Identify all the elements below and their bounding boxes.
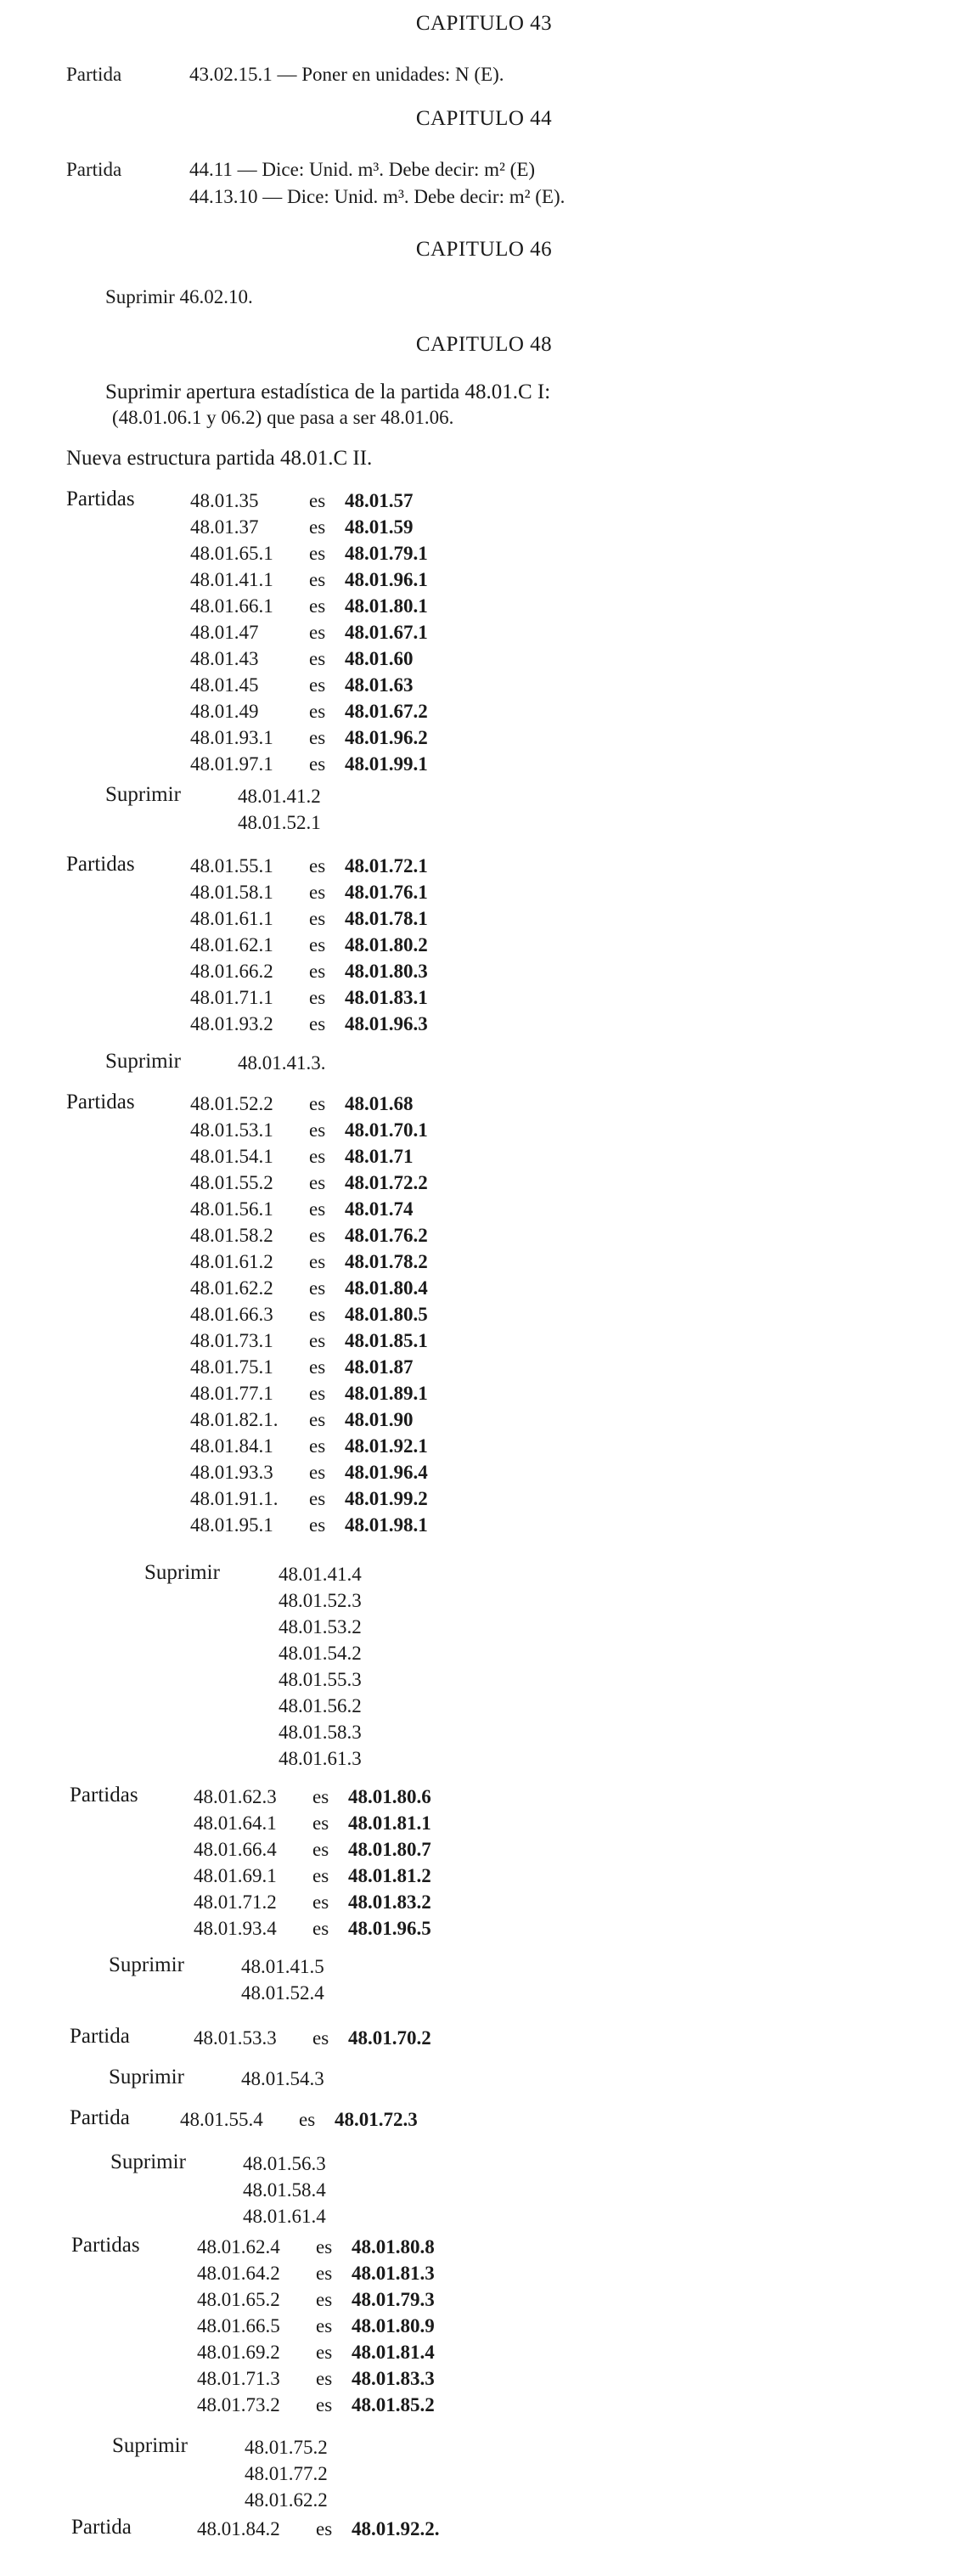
- es-word: es: [309, 1225, 326, 1246]
- new-code: 48.01.72.2: [345, 1172, 428, 1193]
- es-word: es: [309, 1093, 326, 1114]
- old-code: 48.01.58.1: [190, 882, 273, 903]
- mapping-row: [190, 593, 428, 619]
- old-code: 48.01.62.4: [197, 2236, 280, 2258]
- mapping-row: [190, 932, 428, 958]
- suppressed-code: 48.01.53.2: [279, 1616, 362, 1637]
- suppressed-code: 48.01.55.3: [279, 1669, 362, 1690]
- es-word: es: [309, 648, 326, 669]
- old-code: 48.01.66.1: [190, 595, 273, 617]
- mapping-row: [197, 2234, 435, 2260]
- mapping-row: [190, 853, 428, 879]
- mapping-row: [190, 645, 428, 672]
- es-word: es: [309, 882, 326, 903]
- partida-label: Partida: [71, 2516, 132, 2539]
- partidas-label: Partidas: [70, 1784, 138, 1807]
- mapping-row: [190, 724, 428, 751]
- es-word: es: [309, 595, 326, 617]
- old-code: 48.01.93.2: [190, 1013, 273, 1034]
- partidas-group-5: [197, 2234, 435, 2418]
- suppressed-code: 48.01.75.2: [245, 2437, 328, 2458]
- mapping-row: [197, 2260, 435, 2286]
- chapter-46-text: Suprimir 46.02.10.: [105, 286, 253, 307]
- new-code: 48.01.99.1: [345, 753, 428, 775]
- partidas-label: Partidas: [66, 1091, 135, 1113]
- es-word: es: [309, 1330, 326, 1351]
- chapter-44-title: CAPITULO 44: [415, 107, 553, 130]
- old-code: 48.01.49: [190, 701, 259, 722]
- old-code: 48.01.93.3: [190, 1462, 273, 1483]
- old-code: 48.01.93.4: [194, 1918, 277, 1939]
- old-code: 48.01.77.1: [190, 1383, 273, 1404]
- new-code: 48.01.83.3: [352, 2368, 435, 2389]
- es-word: es: [309, 987, 326, 1008]
- mapping-row: [190, 1170, 428, 1196]
- old-code: 48.01.97.1: [190, 753, 273, 775]
- old-code: 48.01.53.3: [194, 2027, 277, 2049]
- partidas-group-2: [190, 853, 428, 1037]
- new-code: 48.01.96.5: [348, 1918, 431, 1939]
- old-code: 48.01.95.1: [190, 1514, 273, 1536]
- suppressed-code: 48.01.41.3.: [238, 1052, 326, 1074]
- old-code: 48.01.56.1: [190, 1198, 273, 1220]
- new-code: 48.01.71: [345, 1146, 414, 1167]
- mapping-row: [194, 1784, 431, 1810]
- es-word: es: [309, 701, 326, 722]
- new-code: 48.01.96.4: [345, 1462, 428, 1483]
- new-code: 48.01.80.4: [345, 1277, 428, 1299]
- suprimir-list-3: [279, 1561, 362, 1772]
- es-word: es: [309, 1251, 326, 1272]
- mapping-row: [190, 1433, 428, 1459]
- es-word: es: [309, 1514, 326, 1536]
- mapping-row: [194, 1889, 431, 1915]
- mapping-row: [190, 1485, 428, 1512]
- new-code: 48.01.83.1: [345, 987, 428, 1008]
- es-word: es: [312, 1891, 329, 1913]
- mapping-row: [194, 1836, 431, 1863]
- suppressed-code: 48.01.61.3: [279, 1748, 362, 1769]
- mapping-row: [190, 1354, 428, 1380]
- mapping-row: [190, 514, 428, 540]
- new-code: 48.01.76.2: [345, 1225, 428, 1246]
- es-word: es: [309, 1198, 326, 1220]
- old-code: 48.01.71.1: [190, 987, 273, 1008]
- es-word: es: [309, 1172, 326, 1193]
- mapping-row: [190, 1301, 428, 1327]
- es-word: es: [312, 1839, 329, 1860]
- old-code: 48.01.64.1: [194, 1812, 277, 1834]
- chapter-44-line-2: 44.13.10 — Dice: Unid. m³. Debe decir: m² (E).: [189, 186, 566, 207]
- old-code: 48.01.65.2: [197, 2289, 280, 2310]
- new-code: 48.01.74: [345, 1198, 414, 1220]
- old-code: 48.01.69.1: [194, 1865, 277, 1886]
- old-code: 48.01.43: [190, 648, 259, 669]
- mapping-row: [190, 751, 428, 777]
- new-code: 48.01.70.2: [348, 2027, 431, 2049]
- chapter-43-title: CAPITULO 43: [415, 12, 553, 35]
- chapter-43-entry: [66, 63, 504, 87]
- new-code: 48.01.96.3: [345, 1013, 428, 1034]
- chapter-48-title: CAPITULO 48: [415, 333, 553, 356]
- suppressed-code: 48.01.62.2: [245, 2489, 328, 2511]
- old-code: 48.01.82.1.: [190, 1409, 279, 1430]
- suppressed-code: 48.01.56.3: [243, 2153, 326, 2174]
- old-code: 48.01.55.2: [190, 1172, 273, 1193]
- chapter-44-line-1: 44.11 — Dice: Unid. m³. Debe decir: m² (E): [189, 159, 536, 180]
- partida-single-1: [194, 2025, 431, 2051]
- old-code: 48.01.69.2: [197, 2342, 280, 2363]
- old-code: 48.01.84.2: [197, 2518, 280, 2539]
- mapping-row: [190, 1327, 428, 1354]
- new-code: 48.01.80.2: [345, 934, 428, 955]
- new-code: 48.01.67.2: [345, 701, 428, 722]
- es-word: es: [316, 2368, 333, 2389]
- partidas-group-4: [194, 1784, 431, 1942]
- old-code: 48.01.93.1: [190, 727, 273, 748]
- es-word: es: [309, 490, 326, 511]
- es-word: es: [312, 1918, 329, 1939]
- new-code: 48.01.98.1: [345, 1514, 428, 1536]
- es-word: es: [316, 2342, 333, 2363]
- es-word: es: [309, 1304, 326, 1325]
- new-code: 48.01.67.1: [345, 622, 428, 643]
- new-code: 48.01.92.1: [345, 1435, 428, 1457]
- es-word: es: [309, 855, 326, 877]
- es-word: es: [309, 753, 326, 775]
- es-word: es: [309, 1409, 326, 1430]
- es-word: es: [309, 1383, 326, 1404]
- es-word: es: [309, 516, 326, 538]
- es-word: es: [309, 543, 326, 564]
- suprimir-list-1: [238, 783, 321, 836]
- old-code: 48.01.45: [190, 674, 259, 696]
- es-word: es: [316, 2263, 333, 2284]
- old-code: 48.01.62.1: [190, 934, 273, 955]
- mapping-row: [190, 1143, 428, 1170]
- new-code: 48.01.85.1: [345, 1330, 428, 1351]
- new-code: 48.01.80.5: [345, 1304, 428, 1325]
- new-code: 48.01.59: [345, 516, 414, 538]
- es-word: es: [312, 1812, 329, 1834]
- partidas-label: Partidas: [71, 2234, 140, 2257]
- mapping-row: [190, 984, 428, 1011]
- suppressed-code: 48.01.54.2: [279, 1643, 362, 1664]
- es-word: es: [312, 1786, 329, 1807]
- new-code: 48.01.72.1: [345, 855, 428, 877]
- new-code: 48.01.90: [345, 1409, 414, 1430]
- mapping-row: [190, 958, 428, 984]
- mapping-row: [194, 1915, 431, 1942]
- mapping-row: [197, 2286, 435, 2313]
- mapping-row: [194, 2025, 431, 2051]
- old-code: 48.01.73.1: [190, 1330, 273, 1351]
- partidas-group-3: [190, 1091, 428, 1538]
- mapping-row: [180, 2106, 418, 2133]
- old-code: 48.01.66.4: [194, 1839, 277, 1860]
- partidas-label: Partidas: [66, 488, 135, 510]
- suprimir-label: Suprimir: [112, 2434, 188, 2457]
- partida-single-2: [180, 2106, 418, 2133]
- old-code: 48.01.58.2: [190, 1225, 273, 1246]
- suppressed-code: 48.01.41.4: [279, 1564, 362, 1585]
- suprimir-list-4: [241, 1953, 324, 2006]
- new-code: 48.01.85.2: [352, 2394, 435, 2415]
- mapping-row: [190, 488, 428, 514]
- new-code: 48.01.80.7: [348, 1839, 431, 1860]
- new-code: 48.01.81.4: [352, 2342, 435, 2363]
- suprimir-list-2: [238, 1050, 326, 1076]
- mapping-row: [197, 2516, 440, 2542]
- old-code: 48.01.54.1: [190, 1146, 273, 1167]
- suprimir-label: Suprimir: [144, 1561, 220, 1584]
- mapping-row: [190, 1249, 428, 1275]
- mapping-row: [190, 672, 428, 698]
- es-word: es: [309, 908, 326, 929]
- old-code: 48.01.71.3: [197, 2368, 280, 2389]
- es-word: es: [309, 727, 326, 748]
- new-code: 48.01.80.1: [345, 595, 428, 617]
- new-code: 48.01.70.1: [345, 1119, 428, 1141]
- mapping-row: [194, 1863, 431, 1889]
- es-word: es: [309, 934, 326, 955]
- new-code: 48.01.81.3: [352, 2263, 435, 2284]
- mapping-row: [190, 1196, 428, 1222]
- new-code: 48.01.96.2: [345, 727, 428, 748]
- mapping-row: [190, 698, 428, 724]
- old-code: 48.01.53.1: [190, 1119, 273, 1141]
- mapping-row: [190, 540, 428, 566]
- mapping-row: [190, 1117, 428, 1143]
- partida-label: Partida: [66, 64, 122, 85]
- new-code: 48.01.81.2: [348, 1865, 431, 1886]
- suprimir-list-5: [241, 2066, 324, 2092]
- new-code: 48.01.57: [345, 490, 414, 511]
- new-code: 48.01.76.1: [345, 882, 428, 903]
- mapping-row: [190, 1275, 428, 1301]
- es-word: es: [312, 1865, 329, 1886]
- partida-label: Partida: [70, 2025, 130, 2048]
- old-code: 48.01.65.1: [190, 543, 273, 564]
- new-code: 48.01.87: [345, 1356, 414, 1378]
- new-code: 48.01.68: [345, 1093, 414, 1114]
- new-code: 48.01.80.9: [352, 2315, 435, 2336]
- new-code: 48.01.80.8: [352, 2236, 435, 2258]
- old-code: 48.01.37: [190, 516, 259, 538]
- new-code: 48.01.89.1: [345, 1383, 428, 1404]
- partida-label: Partida: [70, 2106, 130, 2129]
- mapping-row: [190, 879, 428, 905]
- mapping-row: [190, 1380, 428, 1406]
- mapping-row: [190, 905, 428, 932]
- es-word: es: [316, 2394, 333, 2415]
- es-word: es: [312, 2027, 329, 2049]
- suppressed-code: 48.01.52.1: [238, 812, 321, 833]
- old-code: 48.01.62.3: [194, 1786, 277, 1807]
- old-code: 48.01.64.2: [197, 2263, 280, 2284]
- suppressed-code: 48.01.52.4: [241, 1982, 324, 2004]
- old-code: 48.01.41.1: [190, 569, 273, 590]
- chapter-48-intro-2: (48.01.06.1 y 06.2) que pasa a ser 48.01.06.: [112, 407, 454, 428]
- suppressed-code: 48.01.58.3: [279, 1722, 362, 1743]
- old-code: 48.01.35: [190, 490, 259, 511]
- new-code: 48.01.80.3: [345, 961, 428, 982]
- new-code: 48.01.60: [345, 648, 414, 669]
- old-code: 48.01.91.1.: [190, 1488, 279, 1509]
- old-code: 48.01.61.2: [190, 1251, 273, 1272]
- es-word: es: [309, 1462, 326, 1483]
- nueva-estructura: Nueva estructura partida 48.01.C II.: [66, 447, 373, 470]
- suppressed-code: 48.01.61.4: [243, 2206, 326, 2227]
- new-code: 48.01.63: [345, 674, 414, 696]
- chapter-48-intro-1: Suprimir apertura estadística de la partida 48.01.C I:: [105, 380, 551, 403]
- old-code: 48.01.66.3: [190, 1304, 273, 1325]
- new-code: 48.01.83.2: [348, 1891, 431, 1913]
- new-code: 48.01.78.1: [345, 908, 428, 929]
- chapter-44-label: Partida: [66, 159, 122, 180]
- new-code: 48.01.72.3: [335, 2109, 418, 2130]
- suppressed-code: 48.01.77.2: [245, 2463, 328, 2484]
- suppressed-code: 48.01.58.4: [243, 2179, 326, 2201]
- chapter-43-text: 43.02.15.1 — Poner en unidades: N (E).: [189, 64, 504, 85]
- es-word: es: [309, 1356, 326, 1378]
- mapping-row: [194, 1810, 431, 1836]
- old-code: 48.01.61.1: [190, 908, 273, 929]
- new-code: 48.01.79.3: [352, 2289, 435, 2310]
- new-code: 48.01.78.2: [345, 1251, 428, 1272]
- old-code: 48.01.55.1: [190, 855, 273, 877]
- es-word: es: [316, 2315, 333, 2336]
- suppressed-code: 48.01.41.2: [238, 786, 321, 807]
- mapping-row: [190, 1011, 428, 1037]
- new-code: 48.01.92.2.: [352, 2518, 440, 2539]
- new-code: 48.01.96.1: [345, 569, 428, 590]
- suprimir-list-7: [245, 2434, 328, 2513]
- es-word: es: [309, 1119, 326, 1141]
- suppressed-code: 48.01.56.2: [279, 1695, 362, 1716]
- es-word: es: [309, 1146, 326, 1167]
- mapping-row: [190, 619, 428, 645]
- mapping-row: [190, 1091, 428, 1117]
- mapping-row: [190, 566, 428, 593]
- es-word: es: [316, 2289, 333, 2310]
- new-code: 48.01.81.1: [348, 1812, 431, 1834]
- old-code: 48.01.66.5: [197, 2315, 280, 2336]
- suprimir-label: Suprimir: [105, 783, 181, 806]
- mapping-row: [197, 2365, 435, 2392]
- partidas-group-1: [190, 488, 428, 777]
- suprimir-label: Suprimir: [109, 2066, 184, 2088]
- es-word: es: [316, 2518, 333, 2539]
- old-code: 48.01.47: [190, 622, 259, 643]
- mapping-row: [190, 1459, 428, 1485]
- suprimir-label: Suprimir: [109, 1953, 184, 1976]
- es-word: es: [309, 961, 326, 982]
- chapter-46-title: CAPITULO 46: [415, 238, 553, 261]
- es-word: es: [309, 1488, 326, 1509]
- suprimir-label: Suprimir: [110, 2150, 186, 2173]
- new-code: 48.01.79.1: [345, 543, 428, 564]
- old-code: 48.01.52.2: [190, 1093, 273, 1114]
- new-code: 48.01.80.6: [348, 1786, 431, 1807]
- es-word: es: [299, 2109, 316, 2130]
- new-code: 48.01.99.2: [345, 1488, 428, 1509]
- mapping-row: [190, 1406, 428, 1433]
- es-word: es: [309, 1013, 326, 1034]
- mapping-row: [190, 1512, 428, 1538]
- es-word: es: [309, 569, 326, 590]
- suppressed-code: 48.01.52.3: [279, 1590, 362, 1611]
- mapping-row: [197, 2313, 435, 2339]
- old-code: 48.01.55.4: [180, 2109, 263, 2130]
- old-code: 48.01.75.1: [190, 1356, 273, 1378]
- suprimir-list-6: [243, 2150, 326, 2229]
- es-word: es: [309, 1277, 326, 1299]
- partidas-label: Partidas: [66, 853, 135, 876]
- suprimir-label: Suprimir: [105, 1050, 181, 1073]
- suppressed-code: 48.01.41.5: [241, 1956, 324, 1977]
- es-word: es: [316, 2236, 333, 2258]
- es-word: es: [309, 674, 326, 696]
- es-word: es: [309, 1435, 326, 1457]
- partida-single-3: [197, 2516, 440, 2542]
- old-code: 48.01.62.2: [190, 1277, 273, 1299]
- mapping-row: [190, 1222, 428, 1249]
- old-code: 48.01.66.2: [190, 961, 273, 982]
- old-code: 48.01.71.2: [194, 1891, 277, 1913]
- es-word: es: [309, 622, 326, 643]
- mapping-row: [197, 2339, 435, 2365]
- mapping-row: [197, 2392, 435, 2418]
- old-code: 48.01.84.1: [190, 1435, 273, 1457]
- old-code: 48.01.73.2: [197, 2394, 280, 2415]
- suppressed-code: 48.01.54.3: [241, 2068, 324, 2089]
